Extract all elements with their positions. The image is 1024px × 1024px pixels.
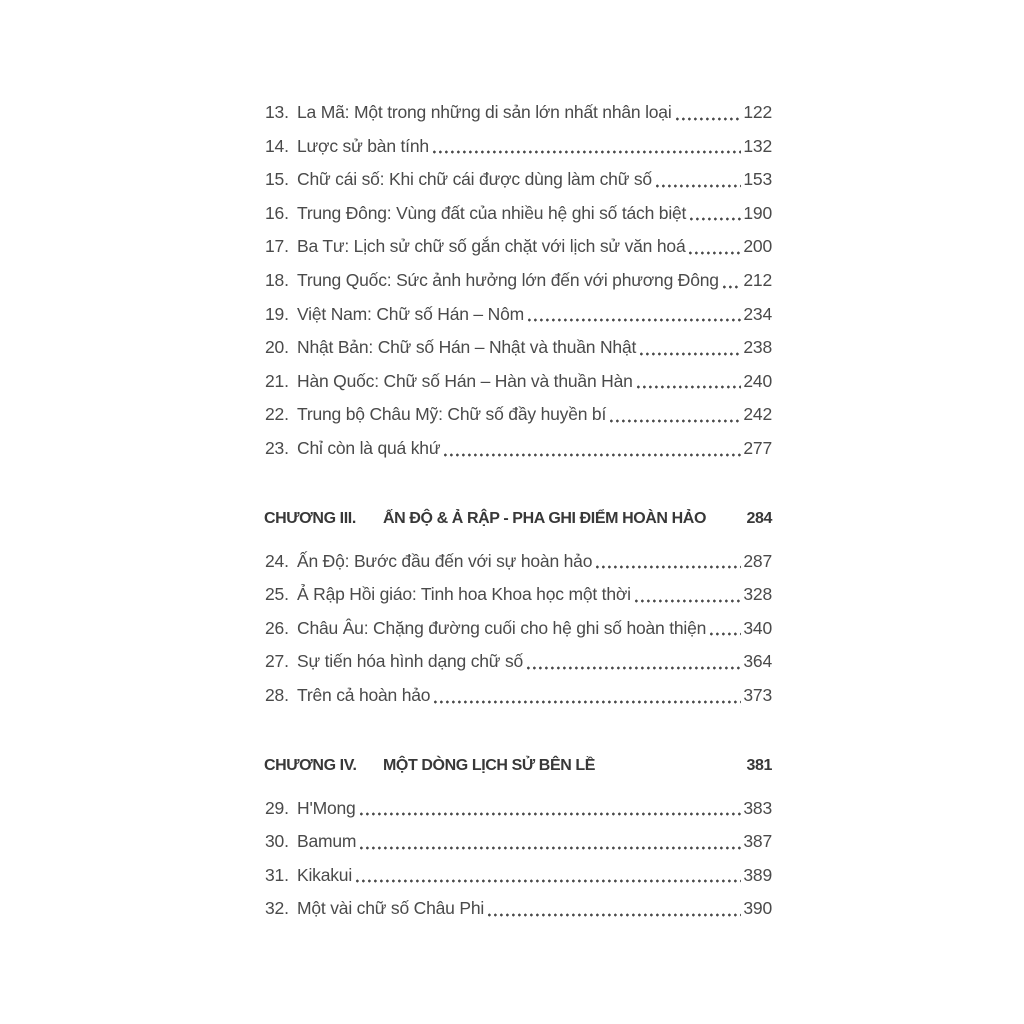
entry-number: 27.: [265, 651, 289, 672]
toc-entry: [264, 545, 772, 579]
entry-number: 17.: [265, 236, 289, 257]
dot-leader: [528, 318, 741, 322]
dot-leader: [527, 666, 741, 670]
dot-leader: [610, 419, 741, 423]
dot-leader: [640, 352, 741, 356]
entry-page-number: 364: [743, 651, 772, 672]
entry-title: Ba Tư: Lịch sử chữ số gắn chặt với lịch sử văn hoá: [297, 236, 686, 257]
entry-page-number: 122: [743, 102, 772, 122]
entry-page-number: 389: [743, 864, 772, 885]
entry-page-number: 212: [743, 269, 772, 290]
toc-entry: [264, 298, 772, 332]
entry-number: 25.: [265, 584, 289, 605]
entry-number: 29.: [265, 797, 289, 818]
dot-leader: [360, 846, 741, 850]
toc-section: [264, 502, 772, 713]
entry-number: 22.: [265, 404, 289, 425]
entry-page-number: 328: [743, 584, 772, 605]
toc-entry: [264, 432, 772, 466]
entry-page-number: 132: [743, 135, 772, 156]
entry-title: Trên cả hoàn hảo: [297, 684, 431, 705]
entry-number: 14.: [265, 135, 289, 156]
chapter-label: CHƯƠNG IV.: [264, 756, 357, 774]
dot-leader: [433, 150, 741, 154]
chapter-title: ẤN ĐỘ & Ả RẬP - PHA GHI ĐIỂM HOÀN HẢO: [383, 509, 706, 527]
dot-leader: [690, 217, 741, 221]
toc-entry: [264, 679, 772, 713]
entry-title: Trung Đông: Vùng đất của nhiều hệ ghi số tách biệt: [297, 202, 687, 223]
toc-entry: [264, 96, 772, 130]
dot-leader: [689, 251, 741, 255]
entry-page-number: 287: [743, 550, 772, 571]
entry-number: 32.: [265, 898, 289, 919]
entry-number: 26.: [265, 617, 289, 638]
entry-page-number: 340: [743, 617, 772, 638]
entry-title: Chỉ còn là quá khứ: [297, 437, 441, 458]
entry-title: Sự tiến hóa hình dạng chữ số: [297, 651, 524, 672]
toc-entry: [264, 163, 772, 197]
entry-title: La Mã: Một trong những di sản lớn nhất nhân loại: [297, 102, 672, 122]
dot-leader: [596, 565, 741, 569]
entry-number: 21.: [265, 370, 289, 391]
entry-title: Chữ cái số: Khi chữ cái được dùng làm chữ số: [297, 169, 652, 190]
dot-leader: [723, 285, 742, 289]
entry-number: 31.: [265, 864, 289, 885]
dot-leader: [637, 385, 742, 389]
toc-entry: [264, 859, 772, 893]
entry-number: 18.: [265, 269, 289, 290]
toc-entry: [264, 130, 772, 164]
chapter-heading: [264, 502, 772, 536]
dot-leader: [710, 632, 741, 636]
toc-entry: [264, 331, 772, 365]
entry-number: 15.: [265, 169, 289, 190]
toc-section: [264, 96, 772, 466]
entry-page-number: 390: [743, 898, 772, 919]
dot-leader: [434, 700, 741, 704]
chapter-heading: [264, 749, 772, 783]
entry-page-number: 242: [743, 404, 772, 425]
entry-page-number: 190: [743, 202, 772, 223]
toc-entry: [264, 645, 772, 679]
chapter-label: CHƯƠNG III.: [264, 509, 356, 527]
entry-title: Việt Nam: Chữ số Hán – Nôm: [297, 303, 524, 324]
entry-title: Lược sử bàn tính: [297, 135, 429, 156]
heading-spacer: [706, 502, 747, 536]
entry-page-number: 383: [743, 797, 772, 818]
dot-leader: [444, 453, 741, 457]
entry-number: 20.: [265, 337, 289, 358]
entry-title: Nhật Bản: Chữ số Hán – Nhật và thuần Nhật: [297, 337, 637, 358]
table-of-contents: [264, 96, 772, 926]
dot-leader: [656, 184, 741, 188]
entry-page-number: 153: [743, 169, 772, 190]
entry-page-number: 373: [743, 684, 772, 705]
chapter-title: MỘT DÒNG LỊCH SỬ BÊN LỀ: [383, 756, 596, 774]
dot-leader: [360, 812, 742, 816]
entry-number: 13.: [265, 102, 289, 122]
toc-entry: [264, 365, 772, 399]
toc-entry: [264, 612, 772, 646]
chapter-page-number: 381: [746, 756, 772, 774]
entry-title: Một vài chữ số Châu Phi: [297, 898, 485, 919]
chapter-page-number: 284: [746, 509, 772, 527]
entry-number: 16.: [265, 202, 289, 223]
dot-leader: [676, 117, 742, 121]
entry-title: Trung Quốc: Sức ảnh hưởng lớn đến với phương Đông: [297, 269, 719, 290]
entry-title: Kikakui: [297, 864, 353, 885]
entry-page-number: 238: [743, 337, 772, 358]
heading-spacer: [595, 749, 746, 783]
entry-page-number: 234: [743, 303, 772, 324]
entry-title: Bamum: [297, 831, 357, 852]
toc-entry: [264, 825, 772, 859]
toc-entry: [264, 197, 772, 231]
entry-page-number: 387: [743, 831, 772, 852]
entry-title: Ả Rập Hồi giáo: Tinh hoa Khoa học một thời: [297, 584, 631, 605]
entry-title: Châu Âu: Chặng đường cuối cho hệ ghi số hoàn thiện: [297, 617, 707, 638]
dot-leader: [635, 599, 742, 603]
entry-number: 30.: [265, 831, 289, 852]
entry-title: Ấn Độ: Bước đầu đến với sự hoàn hảo: [297, 550, 593, 571]
toc-entry: [264, 230, 772, 264]
entry-page-number: 200: [743, 236, 772, 257]
toc-entry: [264, 892, 772, 926]
entry-page-number: 277: [743, 437, 772, 458]
toc-entry: [264, 398, 772, 432]
entry-title: Hàn Quốc: Chữ số Hán – Hàn và thuần Hàn: [297, 370, 633, 391]
entry-number: 23.: [265, 437, 289, 458]
entry-number: 24.: [265, 550, 289, 571]
dot-leader: [356, 879, 741, 883]
toc-entry: [264, 578, 772, 612]
entry-number: 28.: [265, 684, 289, 705]
dot-leader: [488, 913, 741, 917]
entry-number: 19.: [265, 303, 289, 324]
entry-title: Trung bộ Châu Mỹ: Chữ số đầy huyền bí: [297, 404, 607, 425]
entry-page-number: 240: [743, 370, 772, 391]
toc-entry: [264, 792, 772, 826]
toc-section: [264, 749, 772, 926]
entry-title: H'Mong: [297, 797, 356, 818]
toc-entry: [264, 264, 772, 298]
